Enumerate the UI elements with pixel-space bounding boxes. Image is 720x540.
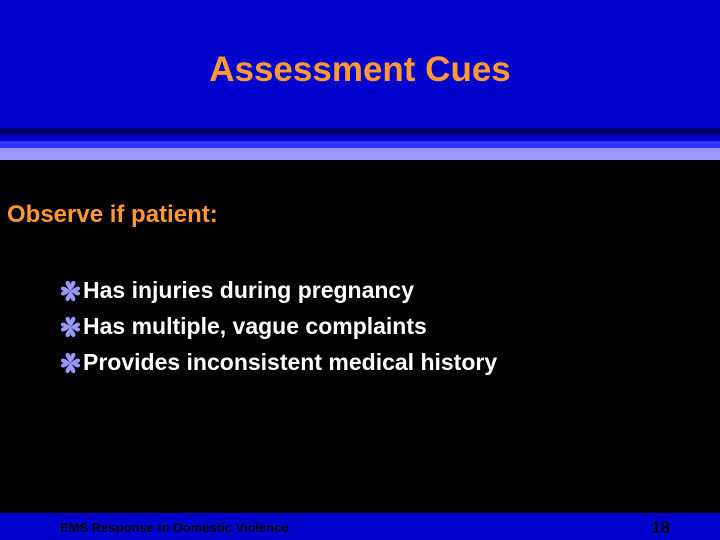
bullet-item xyxy=(60,344,497,380)
bullet-item xyxy=(60,272,497,308)
slide-title: Assessment Cues xyxy=(209,50,511,89)
diamond-bullet-icon xyxy=(60,315,81,339)
subheading: Observe if patient: xyxy=(7,201,218,228)
header-stripe-mid xyxy=(0,141,720,148)
bullet-text: Has injuries during pregnancy xyxy=(83,277,415,303)
bullet-text: Has multiple, vague complaints xyxy=(83,313,427,339)
diamond-bullet-icon xyxy=(60,351,81,375)
diamond-bullet-icon xyxy=(60,279,81,303)
bullet-text: Provides inconsistent medical history xyxy=(83,349,498,375)
header-stripe-dark xyxy=(0,128,720,135)
bullet-list xyxy=(60,272,497,380)
header-stripe-light xyxy=(0,148,720,160)
bullet-item xyxy=(60,308,497,344)
page-number: 18 xyxy=(651,518,670,537)
footer-text: EMS Response to Domestic Violence xyxy=(60,520,289,535)
